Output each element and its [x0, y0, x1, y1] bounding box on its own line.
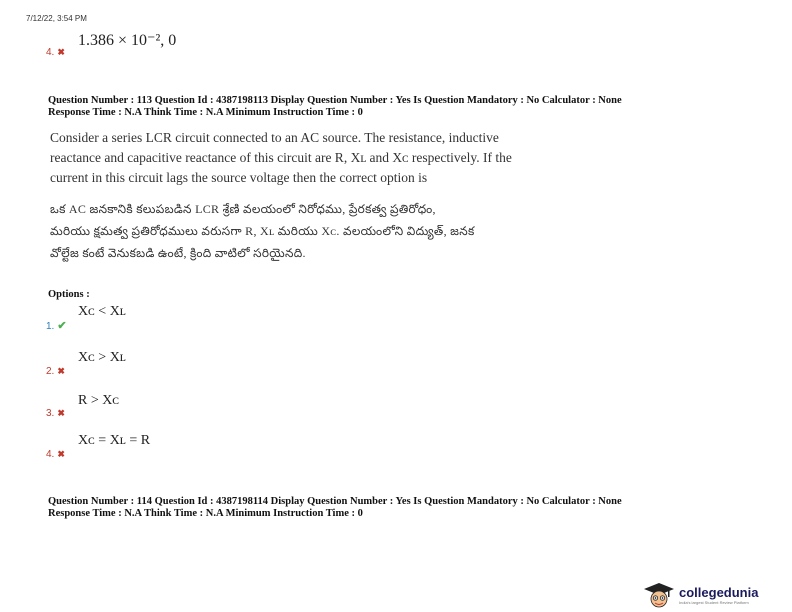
option-3-value: R > Xᴄ — [78, 393, 120, 408]
prev-option-value: 1.386 × 10⁻², 0 — [78, 32, 177, 49]
question-text-line: Consider a series LCR circuit connected to an AC source. The resistance, inductive — [50, 130, 499, 145]
question-text-english — [50, 128, 590, 188]
question-header-line: Response Time : N.A Think Time : N.A Minimum Instruction Time : 0 — [48, 107, 363, 118]
question-text-line: వోల్టేజ కంటే వెనుకబడి ఉంటే, క్రింది వాటిలో సరియైనది. — [50, 246, 306, 260]
question-114-header — [48, 496, 748, 520]
question-header-line: Response Time : N.A Think Time : N.A Minimum Instruction Time : 0 — [48, 508, 363, 519]
question-text-line: ఒక AC జనకానికి కలుపబడిన LCR శ్రేణి వలయంలో నిరోధము, ప్రేరకత్వ ప్రతిరోధం, — [50, 202, 436, 216]
option-1 — [46, 316, 67, 334]
question-text-telugu — [50, 198, 590, 264]
option-number: 3. — [46, 408, 55, 419]
option-3 — [46, 403, 65, 421]
option-4 — [46, 444, 65, 462]
question-text-line: మరియు క్షమత్వ ప్రతిరోధములు వరుసగా R, Xʟ మరియు Xᴄ. వలయంలోని విద్యుత్, జనక — [50, 224, 475, 238]
options-label: Options : — [48, 289, 90, 300]
option-2-value: Xᴄ > Xʟ — [78, 350, 126, 365]
brand-tagline: India's largest Student Review Platform — [679, 600, 749, 605]
question-text-line: reactance and capacitive reactance of this circuit are R, Xʟ and Xᴄ respectively. If the — [50, 150, 512, 165]
option-number: 4. — [46, 47, 55, 58]
question-header-line: Question Number : 114 Question Id : 4387198114 Display Question Number : Yes Is Question Mandatory : No Calculator : None — [48, 496, 622, 507]
wrong-mark-icon: ✖ — [57, 449, 65, 459]
option-1-value: Xᴄ < Xʟ — [78, 304, 126, 319]
wrong-mark-icon: ✖ — [57, 408, 65, 418]
brand-name: collegedunia — [679, 585, 759, 600]
question-header-line: Question Number : 113 Question Id : 4387198113 Display Question Number : Yes Is Question Mandatory : No Calculator : None — [48, 95, 622, 106]
option-number: 4. — [46, 449, 55, 460]
question-113-header — [48, 95, 748, 119]
wrong-mark-icon: ✖ — [57, 47, 65, 57]
option-number: 1. — [46, 321, 55, 332]
collegedunia-logo — [642, 582, 758, 608]
option-number: 2. — [46, 366, 55, 377]
question-text-line: current in this circuit lags the source voltage then the correct option is — [50, 170, 428, 185]
check-mark-icon: ✔ — [57, 320, 67, 332]
wrong-mark-icon: ✖ — [57, 366, 65, 376]
print-timestamp: 7/12/22, 3:54 PM — [26, 14, 87, 23]
option-4-value: Xᴄ = Xʟ = R — [78, 433, 151, 448]
option-2 — [46, 361, 65, 379]
graduate-mascot-icon — [642, 582, 676, 608]
prev-option-4 — [46, 42, 65, 60]
